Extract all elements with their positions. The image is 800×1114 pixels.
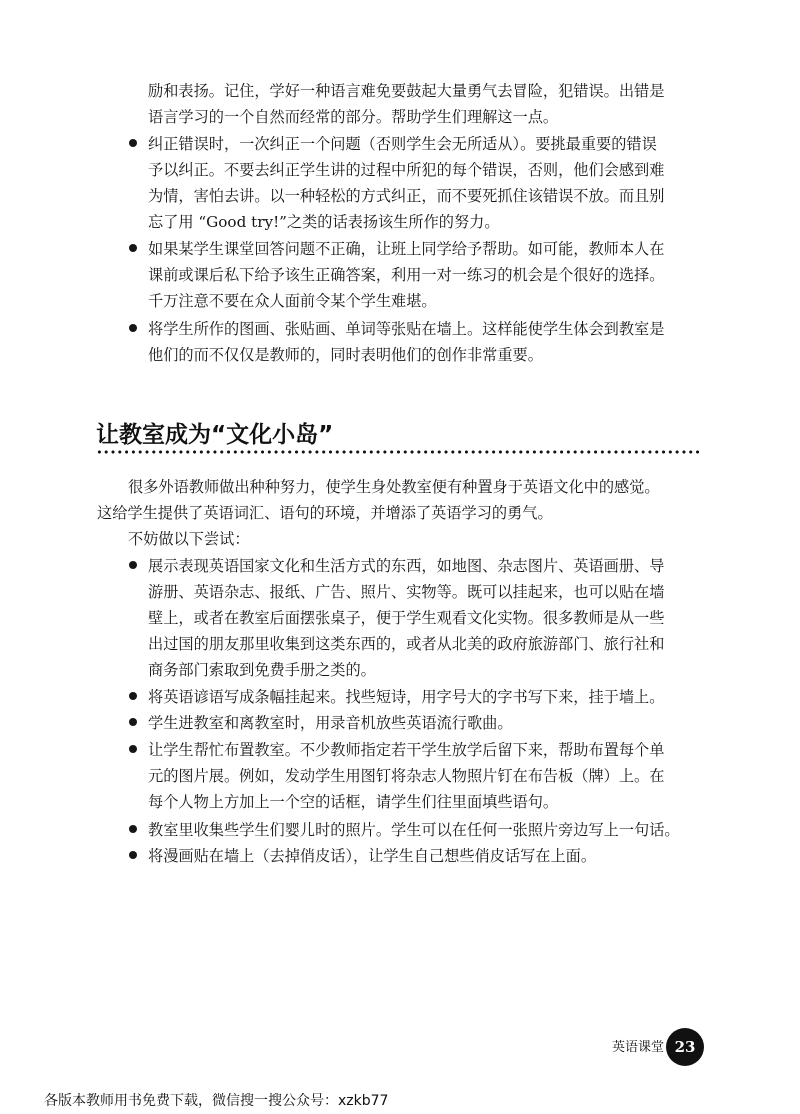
bullet-line: 出过国的朋友那里收集到这类东西的，或者从北美的政府旅游部门、旅行社和	[148, 635, 665, 653]
bullet-item	[129, 737, 709, 815]
bullet-item	[129, 684, 709, 710]
bullet-line: 游册、英语杂志、报纸、广告、照片、实物等。既可以挂起来，也可以贴在墙	[148, 583, 665, 601]
watermark-text: 各版本教师用书免费下载，微信搜一搜公众号：xzkb77	[44, 1093, 389, 1109]
bullet-dot-icon	[129, 244, 137, 252]
bullet-line: 他们的而不仅仅是教师的，同时表明他们的创作非常重要。	[148, 346, 543, 364]
bullet-line: 元的图片展。例如，发动学生用图钉将杂志人物照片钉在布告板（牌）上。在	[148, 767, 665, 785]
bullet-line: 学生进教室和离教室时，用录音机放些英语流行歌曲。	[148, 714, 513, 732]
dotted-underline	[96, 450, 700, 454]
bullet-item	[129, 710, 709, 736]
bullet-line: 商务部门索取到免费手册之类的。	[148, 661, 376, 679]
bullet-dot-icon	[129, 692, 137, 700]
running-footer-label: 英语课堂	[612, 1040, 665, 1055]
bullet-line: 每个人物上方加上一个空的话框，请学生们往里面填些语句。	[148, 793, 559, 811]
bullet-item	[129, 553, 709, 683]
bullet-line: 课前或课后私下给予该生正确答案，利用一对一练习的机会是个很好的选择。	[148, 266, 665, 284]
bullet-line: 将英语谚语写成条幅挂起来。找些短诗，用字号大的字书写下来，挂于墙上。	[148, 688, 665, 706]
continuation-line-1: 励和表扬。记住，学好一种语言难免要鼓起大量勇气去冒险，犯错误。出错是	[148, 82, 665, 100]
section-title: 让教室成为“文化小岛”	[96, 422, 334, 448]
bullet-dot-icon	[129, 139, 137, 147]
bullet-line: 将漫画贴在墙上（去掉俏皮话），让学生自己想些俏皮话写在上面。	[148, 847, 597, 865]
bullet-dot-icon	[129, 851, 137, 859]
bullet-dot-icon	[129, 745, 137, 753]
section-heading	[96, 420, 700, 460]
page-number: 23	[674, 1038, 696, 1056]
bullet-line: 让学生帮忙布置教室。不少教师指定若干学生放学后留下来，帮助布置每个单	[148, 741, 665, 759]
intro-line-1: 很多外语教师做出种种努力，使学生身处教室便有种置身于英语文化中的感觉。	[128, 478, 660, 496]
intro-line-2: 这给学生提供了英语词汇、语句的环境，并增添了英语学习的勇气。	[97, 504, 553, 522]
bullet-line: 为情，害怕去讲。以一种轻松的方式纠正，而不要死抓住该错误不放。而且别	[148, 187, 665, 205]
bullet-line: 展示表现英语国家文化和生活方式的东西，如地图、杂志图片、英语画册、导	[148, 557, 665, 575]
bullet-item	[129, 131, 709, 235]
continuation-line-2: 语言学习的一个自然而经常的部分。帮助学生们理解这一点。	[148, 108, 559, 126]
page-number-badge	[666, 1028, 704, 1066]
bullet-line: 壁上，或者在教室后面摆张桌子，便于学生观看文化实物。很多教师是从一些	[148, 609, 665, 627]
bullet-line: 教室里收集些学生们婴儿时的照片。学生可以在任何一张照片旁边写上一句话。	[148, 821, 680, 839]
bullet-line: 千万注意不要在众人面前令某个学生难堪。	[148, 292, 437, 310]
bullet-dot-icon	[129, 825, 137, 833]
bullet-item	[129, 236, 709, 314]
bullet-line: 予以纠正。不要去纠正学生讲的过程中所犯的每个错误，否则，他们会感到难	[148, 161, 665, 179]
bullet-line: 纠正错误时，一次纠正一个问题（否则学生会无所适从）。要挑最重要的错误	[148, 135, 657, 153]
bullet-dot-icon	[129, 561, 137, 569]
bullet-item	[129, 817, 709, 843]
bullet-item	[129, 316, 709, 368]
bullet-line: 如果某学生课堂回答问题不正确，让班上同学给予帮助。如可能，教师本人在	[148, 240, 665, 258]
bullet-item	[129, 843, 709, 869]
try-label: 不妨做以下尝试：	[128, 530, 250, 548]
bullet-dot-icon	[129, 324, 137, 332]
bullet-dot-icon	[129, 718, 137, 726]
bullet-line: 将学生所作的图画、张贴画、单词等张贴在墙上。这样能使学生体会到教室是	[148, 320, 665, 338]
bullet-line: 忘了用 “Good try!”之类的话表扬该生所作的努力。	[148, 213, 500, 231]
